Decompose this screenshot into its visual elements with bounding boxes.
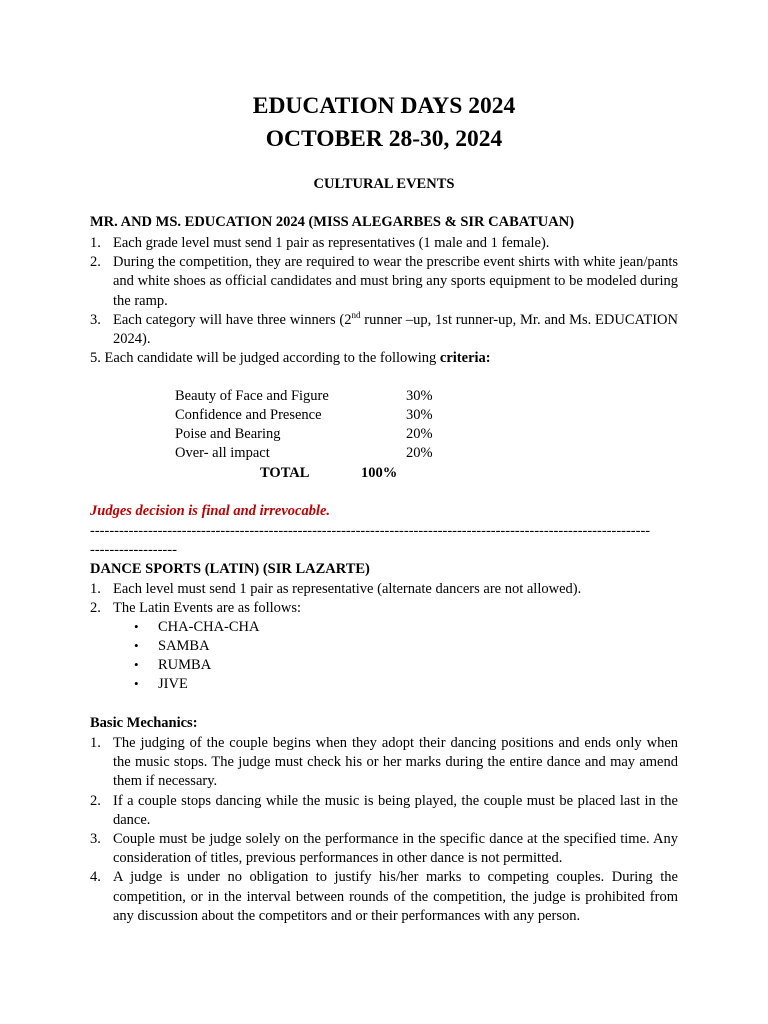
list-text: During the competition, they are required to wear the prescribe event shirts with white jean/pants and white shoes as official candidates and must bring any sports equipment to be modeled during the ramp. [113,254,678,309]
list-text: The Latin Events are as follows: [113,600,302,617]
list-number: 4. [90,869,101,886]
list-item [90,734,678,792]
dance-heading: DANCE SPORTS (LATIN) (SIR LAZARTE) [90,561,370,577]
dance-rules [90,580,678,618]
list-item [90,830,678,868]
mr-ms-rules [90,234,678,349]
total-label: TOTAL [260,465,310,481]
mr-ms-heading: MR. AND MS. EDUCATION 2024 (MISS ALEGARBES & SIR CABATUAN) [90,214,575,230]
list-number: 3. [90,831,101,848]
list-text: Each grade level must send 1 pair as representatives (1 male and 1 female). [113,235,550,251]
list-text: Couple must be judge solely on the performance in the specific dance at the specified time. Any consideration of titles, previous performances in other dance is not permitted. [113,831,678,867]
list-item [90,234,678,253]
list-number: 2. [90,600,101,617]
criteria-intro: 5. Each candidate will be judged according to the following criteria: [90,350,491,366]
list-text: If a couple stops dancing while the music is being played, the couple must be placed last in the dance. [113,792,678,828]
superscript: nd [351,309,361,320]
criteria-percent: 20% [406,445,433,461]
bullet-icon: • [134,676,139,691]
bullet-icon: • [134,619,139,634]
criteria-percent: 20% [406,426,433,442]
mechanics-list [90,734,678,926]
list-item: • RUMBA [134,657,212,673]
criteria-label: Poise and Bearing [175,426,281,442]
page-date: OCTOBER 28-30, 2024 [265,126,503,152]
list-item: • CHA-CHA-CHA [134,619,260,635]
list-item [90,580,678,599]
bullet-icon: • [134,638,139,653]
list-text: The judging of the couple begins when they adopt their dancing positions and ends only when the music stops. The judge must check his or her marks during the entire dance and may amend them if necessary. [113,735,678,790]
mechanics-heading: Basic Mechanics: [90,715,198,731]
list-number: 1. [90,581,101,597]
list-number: 3. [90,311,101,328]
list-item: • SAMBA [134,638,210,654]
list-item [90,311,678,349]
criteria-label: Confidence and Presence [175,407,322,423]
list-text: Each category will have three winners (2nd runner –up, 1st runner-up, Mr. and Ms. EDUCATION 2024). [113,309,678,348]
divider-line: ------------------ [90,542,177,558]
criteria-label: Beauty of Face and Figure [175,388,329,404]
criteria-label: criteria: [439,350,491,366]
list-item [90,253,678,311]
bullet-icon: • [134,657,139,672]
list-text: Each level must send 1 pair as representative (alternate dancers are not allowed). [113,581,582,597]
list-item [90,792,678,830]
criteria-label: Over- all impact [175,445,270,461]
list-number: 2. [90,792,101,809]
list-item [90,599,678,618]
judges-note: Judges decision is final and irrevocable. [90,503,331,519]
list-item: • JIVE [134,676,188,692]
list-item [90,868,678,926]
section-title: CULTURAL EVENTS [313,176,455,192]
page-title: EDUCATION DAYS 2024 [252,93,516,119]
criteria-percent: 30% [406,407,433,423]
total-value: 100% [361,465,398,481]
criteria-percent: 30% [406,388,433,404]
list-number: 1. [90,735,101,751]
list-number: 1. [90,235,101,251]
list-number: 2. [90,254,101,271]
list-text: A judge is under no obligation to justify his/her marks to competing couples. During the competition, or in the interval between rounds of the competition, the judge is prohibited from any discussion about the competitors and or their performances with any person. [113,869,678,924]
divider-line: -------------------------------------------------------------------------------------------------------------------- [90,523,651,539]
